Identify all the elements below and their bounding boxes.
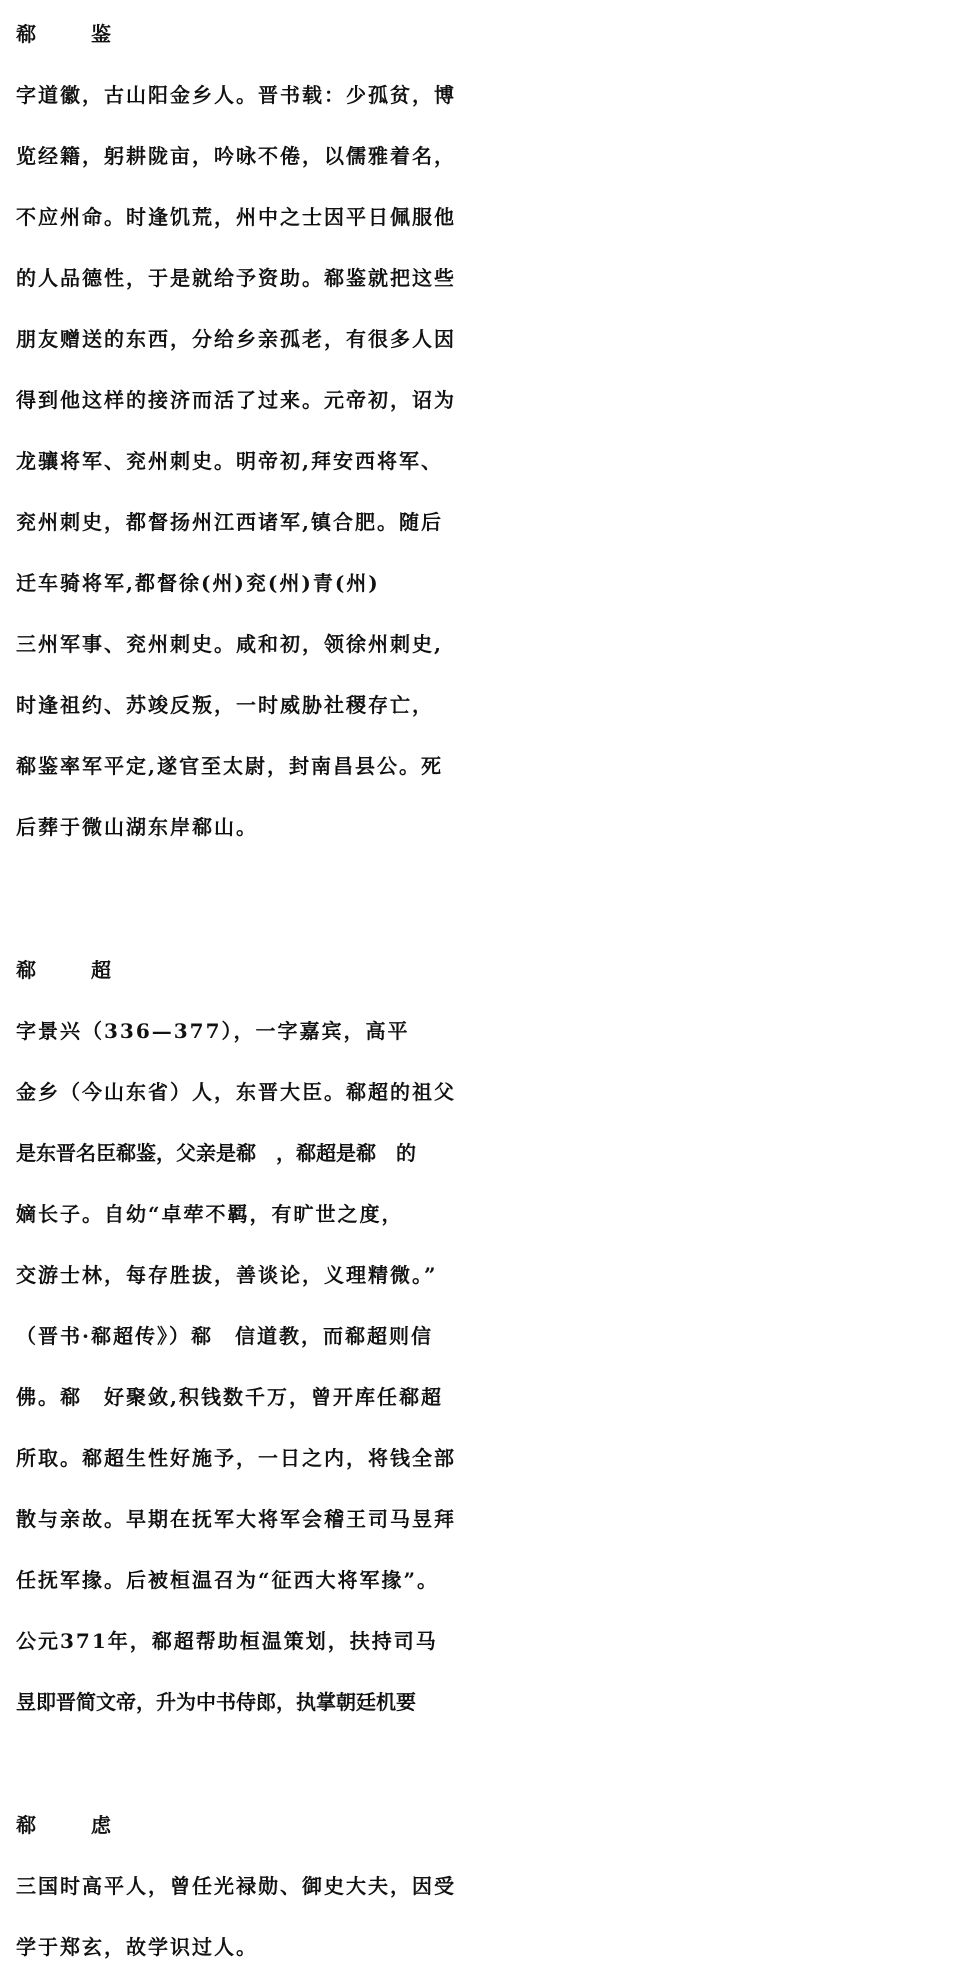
text-line: 得到他这样的接济而活了过来。元帝初，诏为 [16,388,456,412]
text-line: 览经籍，躬耕陇亩，吟咏不倦，以儒雅着名， [16,144,456,168]
text-line: 不应州命。时逢饥荒，州中之士因平日佩服他 [16,205,456,229]
text-line: （晋书·郗超传》）郗 信道教，而郗超则信 [16,1324,433,1348]
text-line: 迁车骑将军,都督徐(州)兖(州)青(州) [16,571,380,595]
text-line: 任抚军掾。后被桓温召为“征西大将军掾”。 [16,1568,440,1592]
section-xi-chao [16,940,976,1733]
text-line: 朋友赠送的东西，分给乡亲孤老，有很多人因 [16,327,456,351]
text-line: 字景兴（336—377），一字嘉宾，高平 [16,1019,410,1043]
text-line: 学于郑玄，故学识过人。 [16,1935,258,1959]
text-line: 字道徽，古山阳金乡人。晋书载：少孤贫，博 [16,83,456,107]
text-line: 散与亲故。早期在抚军大将军会稽王司马昱拜 [16,1507,456,1531]
text-line: 是东晋名臣郗鉴，父亲是郗 ，郗超是郗 的 [16,1141,416,1165]
text-line: 佛。郗 好聚敛,积钱数千万，曾开库任郗超 [16,1385,443,1409]
text-line: 龙骧将军、兖州刺史。明帝初,拜安西将军、 [16,449,443,473]
text-line: 嫡长子。自幼“卓荦不羁，有旷世之度， [16,1202,404,1226]
text-line: 三国时高平人，曾任光禄勋、御史大夫，因受 [16,1874,456,1898]
section-xi-lv [16,1795,976,1978]
text-line: 交游士林，每存胜拔，善谈论，义理精微。” [16,1263,438,1287]
text-line: 兖州刺史，都督扬州江西诸军,镇合肥。随后 [16,510,443,534]
section-xi-jian [16,4,976,858]
section-heading: 郗 超 [16,958,135,982]
section-heading: 郗 鉴 [16,22,135,46]
text-line: 时逢祖约、苏竣反叛，一时威胁社稷存亡， [16,693,434,717]
text-line: 金乡（今山东省）人，东晋大臣。郗超的祖父 [16,1080,456,1104]
text-line: 郗鉴率军平定,遂官至太尉，封南昌县公。死 [16,754,443,778]
text-line: 的人品德性，于是就给予资助。郗鉴就把这些 [16,266,456,290]
text-line: 公元371年，郗超帮助桓温策划，扶持司马 [16,1629,438,1653]
section-heading: 郗 虑 [16,1813,135,1837]
text-line: 三州军事、兖州刺史。咸和初，领徐州刺史, [16,632,443,656]
text-line: 昱即晋简文帝，升为中书侍郎，执掌朝廷机要 [16,1690,416,1714]
text-line: 所取。郗超生性好施予，一日之内，将钱全部 [16,1446,456,1470]
text-line: 后葬于微山湖东岸郗山。 [16,815,258,839]
